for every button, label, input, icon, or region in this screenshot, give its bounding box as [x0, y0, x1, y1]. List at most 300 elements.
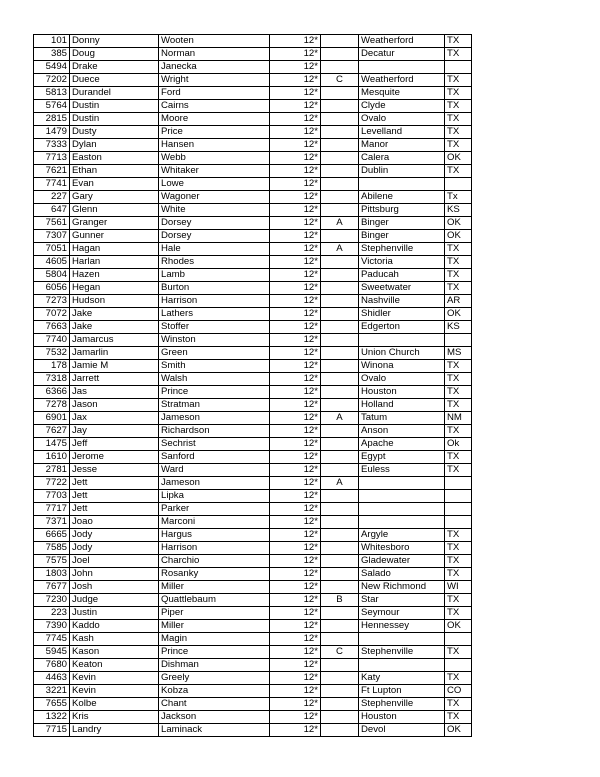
- weight-cell: 12*: [270, 178, 321, 191]
- last-name-cell: Rhodes: [159, 256, 270, 269]
- first-name-cell: Jett: [70, 477, 159, 490]
- city-cell: Stephenville: [359, 646, 445, 659]
- entry-number-cell: 7677: [34, 581, 70, 594]
- table-row: [34, 711, 472, 724]
- roster-body: [34, 35, 472, 737]
- city-cell: Ft Lupton: [359, 685, 445, 698]
- table-row: [34, 555, 472, 568]
- table-row: [34, 243, 472, 256]
- weight-cell: 12*: [270, 490, 321, 503]
- entry-number-cell: 2781: [34, 464, 70, 477]
- class-cell: [321, 100, 359, 113]
- entry-number-cell: 7663: [34, 321, 70, 334]
- weight-cell: 12*: [270, 373, 321, 386]
- table-row: [34, 425, 472, 438]
- weight-cell: 12*: [270, 581, 321, 594]
- table-row: [34, 724, 472, 737]
- first-name-cell: Gunner: [70, 230, 159, 243]
- weight-cell: 12*: [270, 165, 321, 178]
- city-cell: Nashville: [359, 295, 445, 308]
- city-cell: Katy: [359, 672, 445, 685]
- city-cell: Ovalo: [359, 113, 445, 126]
- city-cell: Stephenville: [359, 698, 445, 711]
- state-cell: MS: [445, 347, 472, 360]
- state-cell: [445, 503, 472, 516]
- first-name-cell: Dusty: [70, 126, 159, 139]
- class-cell: [321, 568, 359, 581]
- class-cell: [321, 152, 359, 165]
- table-row: [34, 321, 472, 334]
- class-cell: A: [321, 412, 359, 425]
- class-cell: C: [321, 74, 359, 87]
- class-cell: [321, 256, 359, 269]
- last-name-cell: Lipka: [159, 490, 270, 503]
- table-row: [34, 204, 472, 217]
- table-row: [34, 451, 472, 464]
- first-name-cell: Kris: [70, 711, 159, 724]
- city-cell: Decatur: [359, 48, 445, 61]
- last-name-cell: Jameson: [159, 412, 270, 425]
- state-cell: TX: [445, 243, 472, 256]
- weight-cell: 12*: [270, 451, 321, 464]
- class-cell: [321, 48, 359, 61]
- class-cell: [321, 503, 359, 516]
- state-cell: OK: [445, 724, 472, 737]
- state-cell: TX: [445, 126, 472, 139]
- table-row: [34, 100, 472, 113]
- table-row: [34, 373, 472, 386]
- entry-number-cell: 7333: [34, 139, 70, 152]
- last-name-cell: Walsh: [159, 373, 270, 386]
- state-cell: [445, 61, 472, 74]
- state-cell: Tx: [445, 191, 472, 204]
- city-cell: Whitesboro: [359, 542, 445, 555]
- table-row: [34, 399, 472, 412]
- first-name-cell: Jake: [70, 308, 159, 321]
- first-name-cell: Jas: [70, 386, 159, 399]
- last-name-cell: Stoffer: [159, 321, 270, 334]
- class-cell: [321, 672, 359, 685]
- last-name-cell: Wright: [159, 74, 270, 87]
- table-row: [34, 35, 472, 48]
- state-cell: [445, 633, 472, 646]
- entry-number-cell: 7561: [34, 217, 70, 230]
- entry-number-cell: 1322: [34, 711, 70, 724]
- table-row: [34, 269, 472, 282]
- state-cell: TX: [445, 386, 472, 399]
- first-name-cell: Hudson: [70, 295, 159, 308]
- city-cell: [359, 61, 445, 74]
- last-name-cell: Miller: [159, 581, 270, 594]
- weight-cell: 12*: [270, 113, 321, 126]
- first-name-cell: Ethan: [70, 165, 159, 178]
- state-cell: TX: [445, 256, 472, 269]
- first-name-cell: Jax: [70, 412, 159, 425]
- entry-number-cell: 2815: [34, 113, 70, 126]
- table-row: [34, 477, 472, 490]
- state-cell: TX: [445, 139, 472, 152]
- last-name-cell: Greely: [159, 672, 270, 685]
- first-name-cell: Jay: [70, 425, 159, 438]
- weight-cell: 12*: [270, 334, 321, 347]
- first-name-cell: Drake: [70, 61, 159, 74]
- first-name-cell: Jamarlin: [70, 347, 159, 360]
- class-cell: [321, 139, 359, 152]
- weight-cell: 12*: [270, 659, 321, 672]
- class-cell: [321, 321, 359, 334]
- entry-number-cell: 178: [34, 360, 70, 373]
- class-cell: [321, 399, 359, 412]
- entry-number-cell: 7585: [34, 542, 70, 555]
- city-cell: Houston: [359, 386, 445, 399]
- table-row: [34, 87, 472, 100]
- first-name-cell: Judge: [70, 594, 159, 607]
- class-cell: [321, 165, 359, 178]
- weight-cell: 12*: [270, 61, 321, 74]
- weight-cell: 12*: [270, 477, 321, 490]
- last-name-cell: Lowe: [159, 178, 270, 191]
- table-row: [34, 217, 472, 230]
- first-name-cell: Jesse: [70, 464, 159, 477]
- state-cell: OK: [445, 620, 472, 633]
- class-cell: [321, 659, 359, 672]
- weight-cell: 12*: [270, 724, 321, 737]
- last-name-cell: Cairns: [159, 100, 270, 113]
- class-cell: [321, 191, 359, 204]
- city-cell: Tatum: [359, 412, 445, 425]
- class-cell: [321, 204, 359, 217]
- entry-number-cell: 7390: [34, 620, 70, 633]
- city-cell: Holland: [359, 399, 445, 412]
- state-cell: TX: [445, 165, 472, 178]
- last-name-cell: Hargus: [159, 529, 270, 542]
- last-name-cell: Ward: [159, 464, 270, 477]
- class-cell: [321, 178, 359, 191]
- weight-cell: 12*: [270, 74, 321, 87]
- last-name-cell: Chant: [159, 698, 270, 711]
- first-name-cell: Donny: [70, 35, 159, 48]
- last-name-cell: Dorsey: [159, 217, 270, 230]
- city-cell: Gladewater: [359, 555, 445, 568]
- weight-cell: 12*: [270, 594, 321, 607]
- city-cell: Anson: [359, 425, 445, 438]
- table-row: [34, 542, 472, 555]
- first-name-cell: Dustin: [70, 113, 159, 126]
- entry-number-cell: 227: [34, 191, 70, 204]
- class-cell: [321, 490, 359, 503]
- state-cell: [445, 516, 472, 529]
- table-row: [34, 685, 472, 698]
- weight-cell: 12*: [270, 204, 321, 217]
- entry-number-cell: 7722: [34, 477, 70, 490]
- city-cell: Winona: [359, 360, 445, 373]
- first-name-cell: Granger: [70, 217, 159, 230]
- table-row: [34, 659, 472, 672]
- table-row: [34, 607, 472, 620]
- city-cell: [359, 516, 445, 529]
- table-row: [34, 230, 472, 243]
- last-name-cell: Quattlebaum: [159, 594, 270, 607]
- entry-number-cell: 7740: [34, 334, 70, 347]
- class-cell: B: [321, 594, 359, 607]
- table-row: [34, 282, 472, 295]
- last-name-cell: Webb: [159, 152, 270, 165]
- class-cell: [321, 347, 359, 360]
- class-cell: [321, 360, 359, 373]
- class-cell: [321, 633, 359, 646]
- state-cell: TX: [445, 373, 472, 386]
- last-name-cell: Janecka: [159, 61, 270, 74]
- weight-cell: 12*: [270, 620, 321, 633]
- weight-cell: 12*: [270, 529, 321, 542]
- first-name-cell: Glenn: [70, 204, 159, 217]
- last-name-cell: Parker: [159, 503, 270, 516]
- first-name-cell: Gary: [70, 191, 159, 204]
- weight-cell: 12*: [270, 87, 321, 100]
- table-row: [34, 620, 472, 633]
- state-cell: TX: [445, 568, 472, 581]
- state-cell: TX: [445, 698, 472, 711]
- city-cell: Hennessey: [359, 620, 445, 633]
- table-row: [34, 412, 472, 425]
- table-row: [34, 165, 472, 178]
- city-cell: [359, 503, 445, 516]
- state-cell: TX: [445, 35, 472, 48]
- last-name-cell: Green: [159, 347, 270, 360]
- weight-cell: 12*: [270, 711, 321, 724]
- table-row: [34, 672, 472, 685]
- table-row: [34, 516, 472, 529]
- state-cell: TX: [445, 87, 472, 100]
- weight-cell: 12*: [270, 360, 321, 373]
- entry-number-cell: 7072: [34, 308, 70, 321]
- entry-number-cell: 7318: [34, 373, 70, 386]
- last-name-cell: Sanford: [159, 451, 270, 464]
- weight-cell: 12*: [270, 191, 321, 204]
- last-name-cell: Hale: [159, 243, 270, 256]
- state-cell: TX: [445, 113, 472, 126]
- weight-cell: 12*: [270, 516, 321, 529]
- first-name-cell: Jerome: [70, 451, 159, 464]
- table-row: [34, 698, 472, 711]
- state-cell: TX: [445, 672, 472, 685]
- city-cell: Victoria: [359, 256, 445, 269]
- last-name-cell: Richardson: [159, 425, 270, 438]
- city-cell: Pittsburg: [359, 204, 445, 217]
- first-name-cell: Jody: [70, 529, 159, 542]
- entry-number-cell: 7575: [34, 555, 70, 568]
- weight-cell: 12*: [270, 503, 321, 516]
- city-cell: Binger: [359, 230, 445, 243]
- table-row: [34, 386, 472, 399]
- entry-number-cell: 7717: [34, 503, 70, 516]
- weight-cell: 12*: [270, 672, 321, 685]
- first-name-cell: Jake: [70, 321, 159, 334]
- weight-cell: 12*: [270, 633, 321, 646]
- weight-cell: 12*: [270, 542, 321, 555]
- city-cell: [359, 477, 445, 490]
- weight-cell: 12*: [270, 555, 321, 568]
- class-cell: [321, 87, 359, 100]
- table-row: [34, 61, 472, 74]
- first-name-cell: Jamie M: [70, 360, 159, 373]
- state-cell: TX: [445, 74, 472, 87]
- last-name-cell: Miller: [159, 620, 270, 633]
- first-name-cell: Harlan: [70, 256, 159, 269]
- state-cell: TX: [445, 360, 472, 373]
- entry-number-cell: 1803: [34, 568, 70, 581]
- table-row: [34, 256, 472, 269]
- state-cell: TX: [445, 555, 472, 568]
- class-cell: [321, 282, 359, 295]
- table-row: [34, 295, 472, 308]
- first-name-cell: Kaddo: [70, 620, 159, 633]
- state-cell: [445, 490, 472, 503]
- table-row: [34, 464, 472, 477]
- entry-number-cell: 7532: [34, 347, 70, 360]
- state-cell: NM: [445, 412, 472, 425]
- first-name-cell: Justin: [70, 607, 159, 620]
- weight-cell: 12*: [270, 698, 321, 711]
- state-cell: TX: [445, 48, 472, 61]
- entry-number-cell: 6366: [34, 386, 70, 399]
- last-name-cell: Hansen: [159, 139, 270, 152]
- last-name-cell: White: [159, 204, 270, 217]
- table-row: [34, 594, 472, 607]
- weight-cell: 12*: [270, 399, 321, 412]
- class-cell: [321, 698, 359, 711]
- table-row: [34, 178, 472, 191]
- state-cell: TX: [445, 425, 472, 438]
- first-name-cell: Jamarcus: [70, 334, 159, 347]
- class-cell: [321, 35, 359, 48]
- state-cell: WI: [445, 581, 472, 594]
- weight-cell: 12*: [270, 126, 321, 139]
- table-row: [34, 360, 472, 373]
- last-name-cell: Harrison: [159, 542, 270, 555]
- weight-cell: 12*: [270, 100, 321, 113]
- last-name-cell: Marconi: [159, 516, 270, 529]
- last-name-cell: Prince: [159, 386, 270, 399]
- first-name-cell: Doug: [70, 48, 159, 61]
- weight-cell: 12*: [270, 35, 321, 48]
- city-cell: Weatherford: [359, 35, 445, 48]
- table-row: [34, 581, 472, 594]
- city-cell: [359, 334, 445, 347]
- last-name-cell: Burton: [159, 282, 270, 295]
- city-cell: Clyde: [359, 100, 445, 113]
- city-cell: Sweetwater: [359, 282, 445, 295]
- city-cell: [359, 178, 445, 191]
- first-name-cell: Hagan: [70, 243, 159, 256]
- state-cell: TX: [445, 282, 472, 295]
- entry-number-cell: 4463: [34, 672, 70, 685]
- class-cell: A: [321, 243, 359, 256]
- last-name-cell: Charchio: [159, 555, 270, 568]
- first-name-cell: Evan: [70, 178, 159, 191]
- entry-number-cell: 7680: [34, 659, 70, 672]
- first-name-cell: Kason: [70, 646, 159, 659]
- weight-cell: 12*: [270, 243, 321, 256]
- last-name-cell: Whitaker: [159, 165, 270, 178]
- entry-number-cell: 5764: [34, 100, 70, 113]
- class-cell: [321, 230, 359, 243]
- weight-cell: 12*: [270, 230, 321, 243]
- city-cell: Apache: [359, 438, 445, 451]
- entry-number-cell: 3221: [34, 685, 70, 698]
- last-name-cell: Lamb: [159, 269, 270, 282]
- entry-number-cell: 1479: [34, 126, 70, 139]
- class-cell: [321, 373, 359, 386]
- first-name-cell: Durandel: [70, 87, 159, 100]
- class-cell: [321, 555, 359, 568]
- last-name-cell: Price: [159, 126, 270, 139]
- city-cell: Mesquite: [359, 87, 445, 100]
- table-row: [34, 503, 472, 516]
- state-cell: OK: [445, 217, 472, 230]
- table-row: [34, 308, 472, 321]
- first-name-cell: Jett: [70, 490, 159, 503]
- entry-number-cell: 6665: [34, 529, 70, 542]
- city-cell: Levelland: [359, 126, 445, 139]
- weight-cell: 12*: [270, 425, 321, 438]
- first-name-cell: Duece: [70, 74, 159, 87]
- entry-number-cell: 6056: [34, 282, 70, 295]
- table-row: [34, 568, 472, 581]
- entry-number-cell: 7715: [34, 724, 70, 737]
- first-name-cell: Dylan: [70, 139, 159, 152]
- entry-number-cell: 7202: [34, 74, 70, 87]
- first-name-cell: Kash: [70, 633, 159, 646]
- class-cell: C: [321, 646, 359, 659]
- city-cell: Euless: [359, 464, 445, 477]
- weight-cell: 12*: [270, 295, 321, 308]
- state-cell: KS: [445, 321, 472, 334]
- weight-cell: 12*: [270, 139, 321, 152]
- class-cell: [321, 308, 359, 321]
- entry-number-cell: 7621: [34, 165, 70, 178]
- first-name-cell: Joao: [70, 516, 159, 529]
- state-cell: [445, 659, 472, 672]
- last-name-cell: Ford: [159, 87, 270, 100]
- class-cell: [321, 386, 359, 399]
- city-cell: Salado: [359, 568, 445, 581]
- table-row: [34, 334, 472, 347]
- state-cell: OK: [445, 308, 472, 321]
- weight-cell: 12*: [270, 386, 321, 399]
- city-cell: Seymour: [359, 607, 445, 620]
- weight-cell: 12*: [270, 685, 321, 698]
- city-cell: Manor: [359, 139, 445, 152]
- last-name-cell: Kobza: [159, 685, 270, 698]
- table-row: [34, 438, 472, 451]
- weight-cell: 12*: [270, 282, 321, 295]
- first-name-cell: Kolbe: [70, 698, 159, 711]
- last-name-cell: Prince: [159, 646, 270, 659]
- first-name-cell: Josh: [70, 581, 159, 594]
- weight-cell: 12*: [270, 321, 321, 334]
- state-cell: TX: [445, 594, 472, 607]
- weight-cell: 12*: [270, 646, 321, 659]
- last-name-cell: Magin: [159, 633, 270, 646]
- entry-number-cell: 7371: [34, 516, 70, 529]
- class-cell: [321, 529, 359, 542]
- class-cell: [321, 451, 359, 464]
- city-cell: Union Church: [359, 347, 445, 360]
- entry-number-cell: 7051: [34, 243, 70, 256]
- last-name-cell: Winston: [159, 334, 270, 347]
- weight-cell: 12*: [270, 308, 321, 321]
